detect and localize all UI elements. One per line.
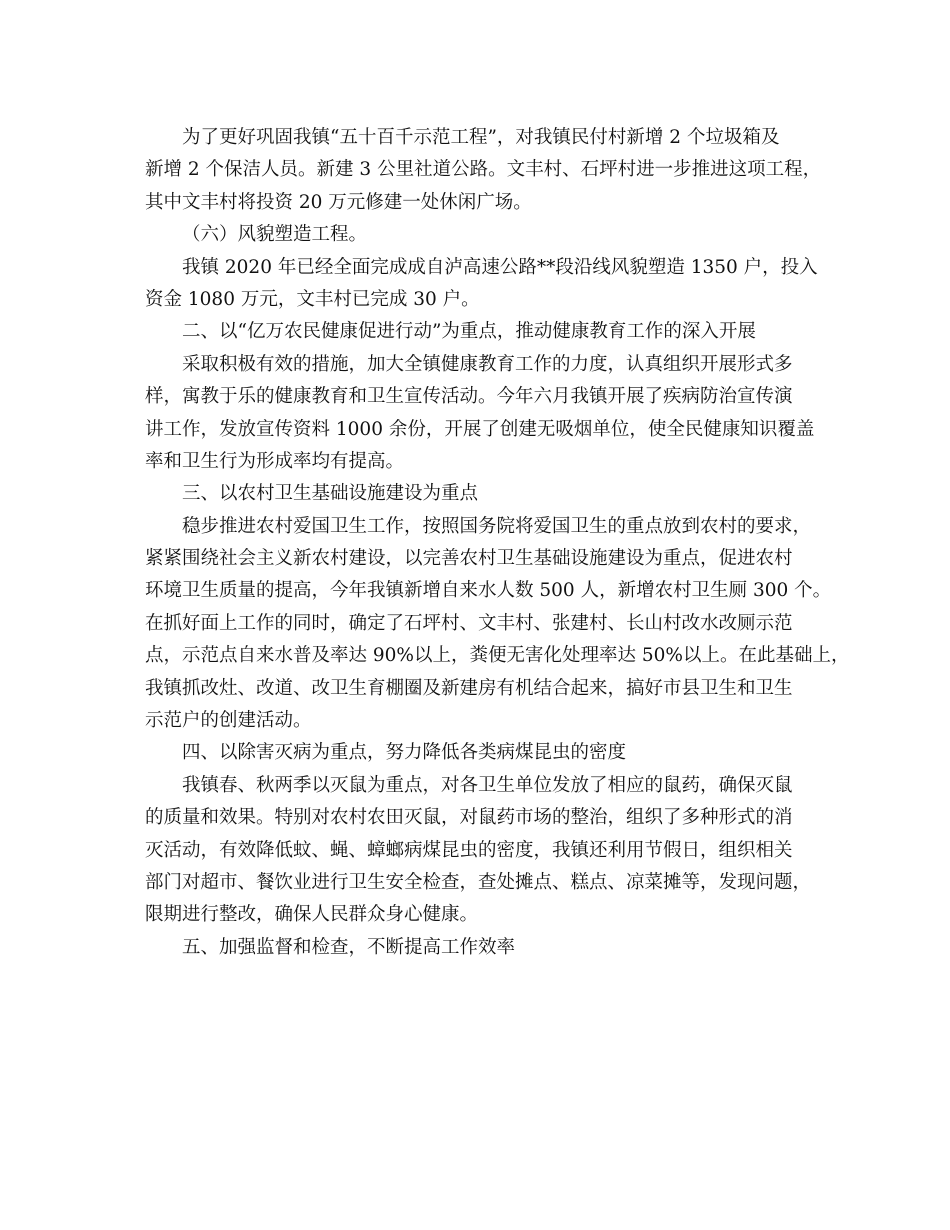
text-line: 我镇 2020 年已经全面完成成自泸高速公路**段沿线风貌塑造 1350 户，投入 — [182, 256, 818, 278]
text-line: 灭活动，有效降低蚊、蝇、蟑螂病煤昆虫的密度，我镇还利用节假日，组织相关 — [145, 839, 793, 861]
body-paragraph — [145, 511, 850, 738]
section-heading — [145, 932, 810, 964]
text-line: 三、以农村卫生基础设施建设为重点 — [182, 483, 479, 505]
text-line: 其中文丰村将投资 20 万元修建一处休闲广场。 — [145, 191, 532, 213]
text-line: 为了更好巩固我镇“五十百千示范工程”，对我镇民付村新增 2 个垃圾箱及 — [182, 127, 780, 148]
text-line: 新增 2 个保洁人员。新建 3 公里社道公路。文丰村、石坪村进一步推进这项工程， — [145, 159, 822, 181]
text-line: 的质量和效果。特别对农村农田灭鼠，对鼠药市场的整治，组织了多种形式的消 — [145, 807, 793, 829]
text-line: 讲工作，发放宣传资料 1000 余份，开展了创建无吸烟单位，使全民健康知识覆盖 — [145, 418, 815, 440]
text-line: 部门对超市、餐饮业进行卫生安全检查，查处摊点、糕点、凉菜摊等，发现问题， — [145, 871, 812, 893]
text-line: 我镇春、秋两季以灭鼠为重点，对各卫生单位发放了相应的鼠药，确保灭鼠 — [182, 774, 793, 796]
section-heading — [145, 219, 810, 251]
text-line: （六）风貌塑造工程。 — [182, 224, 368, 246]
text-line: 我镇抓改灶、改道、改卫生育棚圈及新建房有机结合起来，搞好市县卫生和卫生 — [145, 677, 793, 699]
text-line: 率和卫生行为形成率均有提高。 — [145, 450, 405, 472]
document-body — [145, 122, 850, 964]
text-line: 资金 1080 万元，文丰村已完成 30 户。 — [145, 288, 480, 310]
section-heading — [145, 478, 810, 510]
text-line: 限期进行整改，确保人民群众身心健康。 — [145, 904, 479, 926]
text-line: 点，示范点自来水普及率达 90%以上，粪便无害化处理率达 50%以上。在此基础上， — [145, 645, 850, 667]
text-line: 四、以除害灭病为重点，努力降低各类病煤昆虫的密度 — [182, 742, 627, 764]
body-paragraph — [145, 770, 810, 932]
text-line: 在抓好面上工作的同时，确定了石坪村、文丰村、张建村、长山村改水改厕示范 — [145, 612, 793, 634]
text-line: 示范户的创建活动。 — [145, 710, 312, 732]
text-line: 五、加强监督和检查，不断提高工作效率 — [182, 936, 516, 958]
text-line: 稳步推进农村爱国卫生工作，按照国务院将爱国卫生的重点放到农村的要求， — [182, 515, 812, 537]
text-line: 样，寓教于乐的健康教育和卫生宣传活动。今年六月我镇开展了疾病防治宣传演 — [145, 386, 793, 408]
text-line: 采取积极有效的措施，加大全镇健康教育工作的力度，认真组织开展形式多 — [182, 353, 793, 375]
text-line: 紧紧围绕社会主义新农村建设，以完善农村卫生基础设施建设为重点，促进农村 — [145, 548, 793, 570]
body-paragraph — [145, 349, 815, 479]
section-heading — [145, 316, 810, 348]
section-heading — [145, 737, 810, 769]
body-paragraph — [145, 122, 822, 219]
body-paragraph — [145, 252, 818, 317]
text-line: 二、以“亿万农民健康促进行动”为重点，推动健康教育工作的深入开展 — [182, 321, 756, 343]
text-line: 环境卫生质量的提高，今年我镇新增自来水人数 500 人，新增农村卫生厕 300 个。 — [145, 580, 832, 602]
